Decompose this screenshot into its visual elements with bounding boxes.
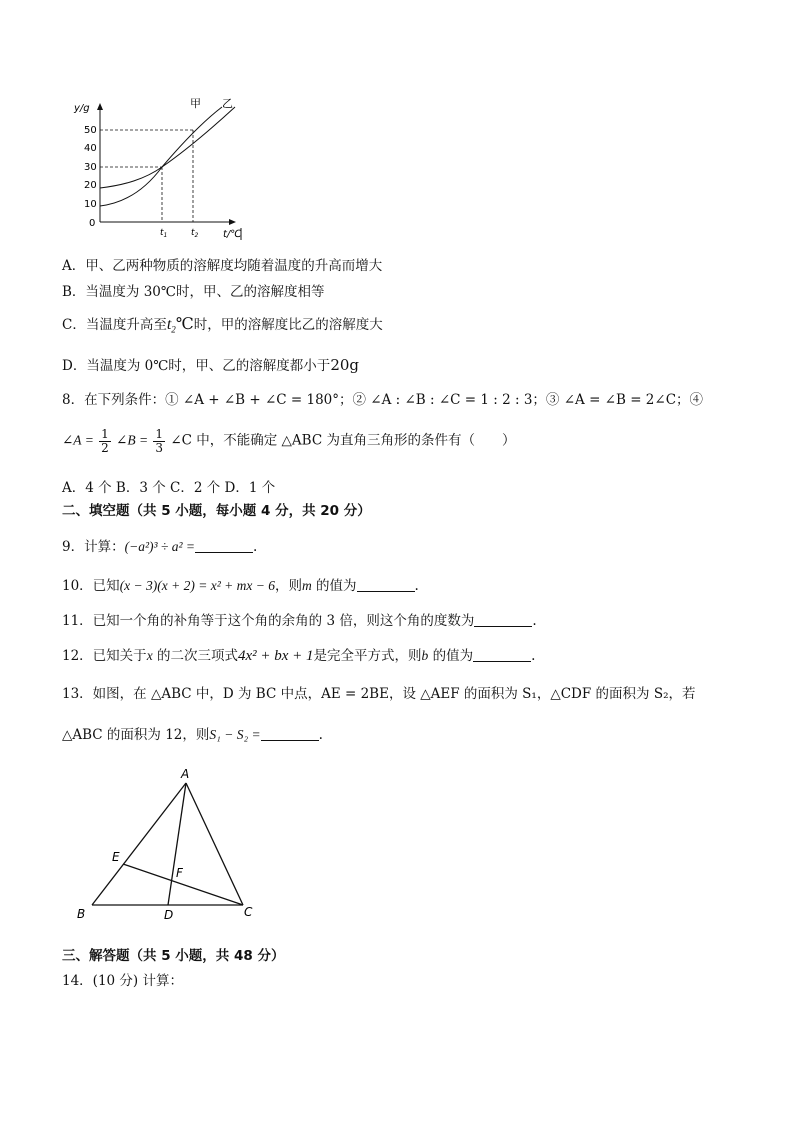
answer-blank[interactable] xyxy=(473,648,531,662)
y-tick-20: 20 xyxy=(84,180,97,191)
solubility-graph xyxy=(60,95,260,245)
q11: 11．已知一个角的补角等于这个角的余角的 3 倍，则这个角的度数为 . xyxy=(62,613,537,629)
q7-option-d: D．当温度为 0℃时，甲、乙的溶解度都小于20g xyxy=(62,356,360,374)
x-axis-label: t/℃ xyxy=(223,229,242,240)
section2-heading: 二、填空题（共 5 小题，每小题 4 分，共 20 分） xyxy=(62,503,371,519)
fraction-one-half: $\frac{1}{2}$ xyxy=(101,427,109,455)
answer-blank[interactable] xyxy=(195,539,253,553)
q7-option-b: B．当温度为 30℃时，甲、乙的溶解度相等 xyxy=(62,284,325,300)
answer-blank[interactable] xyxy=(474,613,532,627)
answer-blank[interactable] xyxy=(261,727,319,741)
point-d-label: D xyxy=(164,908,174,922)
q13-stem-line2: △ABC 的面积为 12，则S₁ − S₂ = . xyxy=(62,727,323,743)
vertex-a-label: A xyxy=(181,767,190,781)
triangle-figure xyxy=(72,762,272,927)
q14: 14．(10 分) 计算： xyxy=(62,973,183,989)
vertex-c-label: C xyxy=(244,905,253,919)
x-tick-t1: $t_1$ xyxy=(160,228,168,239)
y-axis-label: y/g xyxy=(74,103,90,114)
y-tick-50: 50 xyxy=(84,125,97,136)
curve-label-jia: 甲 xyxy=(190,97,201,110)
curve-label-yi: 乙 xyxy=(222,97,233,110)
y-tick-10: 10 xyxy=(84,199,97,210)
curve-yi xyxy=(100,107,235,188)
q9: 9．计算：(−a²)³ ÷ a² = . xyxy=(62,539,258,555)
point-e-label: E xyxy=(112,850,120,864)
q7-option-a: A．甲、乙两种物质的溶解度均随着温度的升高而增大 xyxy=(62,258,383,274)
y-tick-0: 0 xyxy=(89,218,96,229)
curve-jia xyxy=(100,107,222,206)
point-f-label: F xyxy=(176,866,183,880)
vertex-b-label: B xyxy=(77,907,86,921)
q8-options: A．4 个 B．3 个 C．2 个 D．1 个 xyxy=(62,480,276,496)
section3-heading: 三、解答题（共 5 小题，共 48 分） xyxy=(62,948,285,964)
q10: 10．已知(x − 3)(x + 2) = x² + mx − 6，则m 的值为 . xyxy=(62,578,419,594)
q8-stem-line1: 8．在下列条件：① ∠A + ∠B + ∠C = 180°；② ∠A : ∠B : ∠C = 1 : 2 : 3；③ ∠A = ∠B = 2∠C；④ xyxy=(62,392,704,408)
q13-stem-line1: 13．如图，在 △ABC 中，D 为 BC 中点，AE = 2BE，设 △AEF 的面积为 S₁，△CDF 的面积为 S₂，若 xyxy=(62,686,696,702)
q12: 12．已知关于x 的二次三项式4x² + bx + 1是完全平方式，则b 的值为 . xyxy=(62,648,536,664)
q8-stem-line2: ∠A = $\frac{1}{2}$ ∠B = $\frac{1}{3}$ ∠C 中，不能确定 △ABC 为直角三角形的条件有（ ） xyxy=(62,427,516,455)
fraction-one-third: $\frac{1}{3}$ xyxy=(155,427,164,455)
x-tick-t2: $t_2$ xyxy=(191,228,199,239)
y-tick-30: 30 xyxy=(84,162,97,173)
q7-option-c: C．当温度升高至$t_2℃$时，甲的溶解度比乙的溶解度大 xyxy=(62,314,383,335)
answer-blank[interactable] xyxy=(357,578,415,592)
y-tick-40: 40 xyxy=(84,143,97,154)
